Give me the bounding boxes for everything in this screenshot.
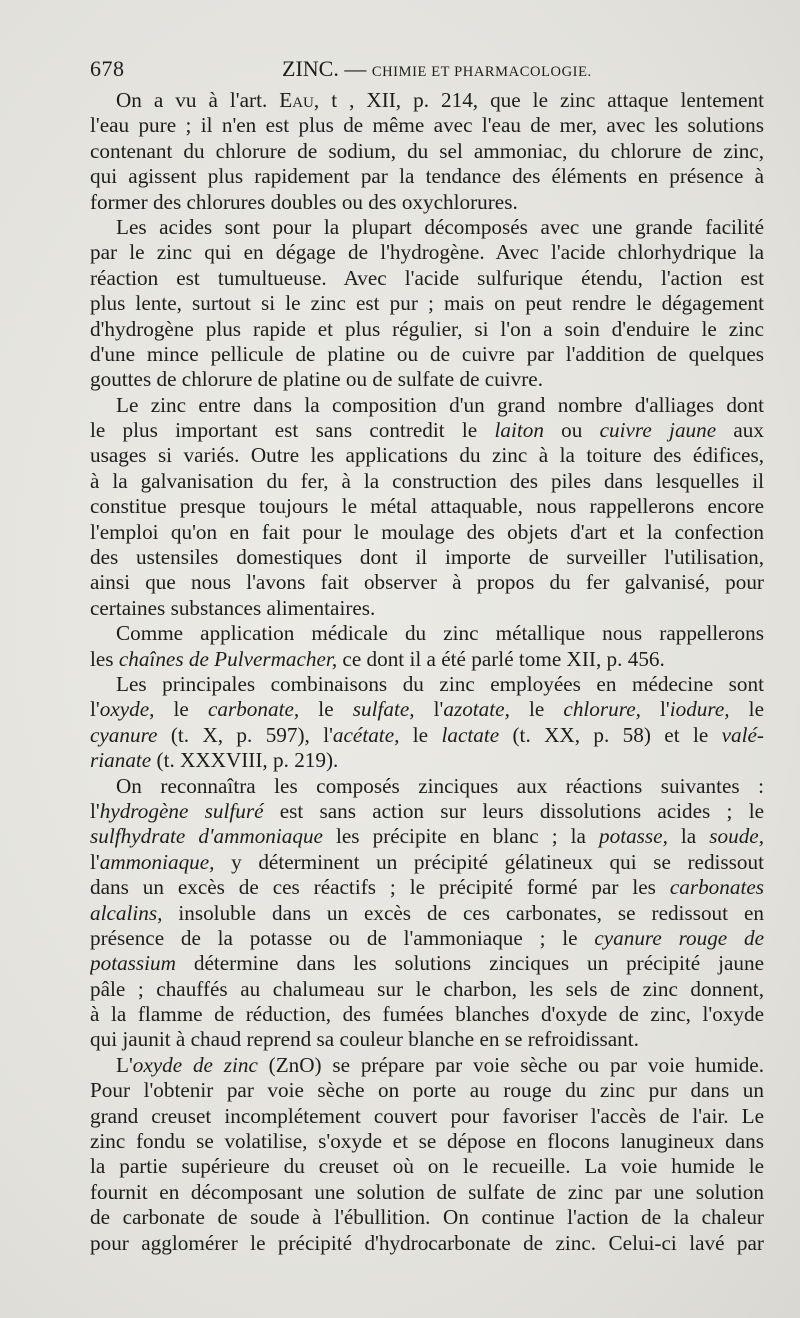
text-line: des ustensiles domestiques dont il importe de surveiller l'utilisation,	[90, 545, 764, 570]
text-line: rianate (t. XXXVIII, p. 219).	[90, 748, 339, 773]
text-line: gouttes de chlorure de platine ou de sulfate de cuivre.	[90, 367, 544, 392]
running-title-sub: CHIMIE ET PHARMACOLOGIE.	[371, 64, 592, 80]
text-line: l'eau pure ; il n'en est plus de même avec l'eau de mer, avec les solutions	[90, 113, 764, 138]
text-line: grand creuset incomplétement couvert pour favoriser l'accès de l'air. Le	[90, 1103, 764, 1128]
text-line: sulfhydrate d'ammoniaque les précipite en blanc ; la potasse, la soude,	[90, 824, 764, 849]
text-line: pour agglomérer le précipité d'hydrocarbonate de zinc. Celui-ci lavé par	[90, 1230, 764, 1255]
text-line: par le zinc qui en dégage de l'hydrogène. Avec l'acide chlorhydrique la	[90, 240, 764, 265]
text-line: les chaînes de Pulvermacher, ce dont il a été parlé tome XII, p. 456.	[90, 646, 665, 671]
text-line: L'oxyde de zinc (ZnO) se prépare par voie sèche ou par voie humide.	[116, 1052, 764, 1077]
paragraph	[90, 621, 764, 672]
text-line: à la flamme de réduction, des fumées blanches d'oxyde de zinc, l'oxyde	[90, 1002, 764, 1027]
text-line: zinc fondu se volatilise, s'oxyde et se dépose en flocons lanugineux dans	[90, 1129, 764, 1154]
text-line: la partie supérieure du creuset où on le recueille. La voie humide le	[90, 1154, 764, 1179]
text-line: Comme application médicale du zinc métallique nous rappellerons	[116, 621, 764, 646]
text-line: réaction est tumultueuse. Avec l'acide sulfurique étendu, l'action est	[90, 265, 764, 290]
text-line: pâle ; chauffés au chalumeau sur le charbon, les sels de zinc donnent,	[90, 976, 764, 1001]
text-line: Le zinc entre dans la composition d'un grand nombre d'alliages dont	[116, 392, 764, 417]
text-line: fournit en décomposant une solution de sulfate de zinc par une solution	[90, 1179, 764, 1204]
text-line: plus lente, surtout si le zinc est pur ; mais on peut rendre le dégagement	[90, 291, 764, 316]
text-line: contenant du chlorure de sodium, du sel ammoniac, du chlorure de zinc,	[90, 138, 764, 163]
text-line: qui jaunit à chaud reprend sa couleur blanche en se refroidissant.	[90, 1027, 639, 1052]
text-line: cyanure (t. X, p. 597), l'acétate, le lactate (t. XX, p. 58) et le valé-	[90, 722, 764, 747]
running-title-main: ZINC. —	[282, 56, 367, 81]
text-line: alcalins, insoluble dans un excès de ces carbonates, se redissout en	[90, 900, 764, 925]
text-line: Pour l'obtenir par voie sèche on porte au rouge du zinc pur dans un	[90, 1078, 764, 1103]
paragraph	[90, 1053, 764, 1256]
text-line: le plus important est sans contredit le laiton ou cuivre jaune aux	[90, 418, 764, 443]
text-line: l'ammoniaque, y déterminent un précipité gélatineux qui se redissout	[90, 849, 764, 874]
text-line: de carbonate de soude à l'ébullition. On continue l'action de la chaleur	[90, 1205, 764, 1230]
text-line: potassium détermine dans les solutions zinciques un précipité jaune	[90, 951, 764, 976]
running-title	[282, 56, 592, 82]
text-line: d'une mince pellicule de platine ou de cuivre par l'addition de quelques	[90, 341, 764, 366]
text-line: Les acides sont pour la plupart décomposés avec une grande facilité	[116, 214, 764, 239]
text-line: présence de la potasse ou de l'ammoniaque ; le cyanure rouge de	[90, 925, 764, 950]
text-line: qui agissent plus rapidement par la tendance des éléments en présence à	[90, 164, 764, 189]
text-line: former des chlorures doubles ou des oxychlorures.	[90, 189, 518, 214]
paragraph	[90, 774, 764, 1053]
paragraph	[90, 393, 764, 622]
text-line: l'hydrogène sulfuré est sans action sur leurs dissolutions acides ; le	[90, 798, 764, 823]
text-line: d'hydrogène plus rapide et plus régulier, si l'on a soin d'enduire le zinc	[90, 316, 764, 341]
text-line: l'emploi qu'on en fait pour le moulage des objets d'art et la confection	[90, 519, 764, 544]
text-line: Les principales combinaisons du zinc employées en médecine sont	[116, 671, 764, 696]
text-line: l'oxyde, le carbonate, le sulfate, l'azotate, le chlorure, l'iodure, le	[90, 697, 764, 722]
page-number: 678	[90, 56, 125, 81]
text-line: On a vu à l'art. Eau, t , XII, p. 214, que le zinc attaque lentement	[116, 88, 764, 112]
paragraph	[90, 215, 764, 393]
paragraph	[90, 672, 764, 774]
text-line: constitue presque toujours le métal attaquable, nous rappellerons encore	[90, 494, 764, 519]
text-line: usages si variés. Outre les applications du zinc à la toiture des édifices,	[90, 443, 764, 468]
text-line: certaines substances alimentaires.	[90, 595, 376, 620]
text-line: ainsi que nous l'avons fait observer à propos du fer galvanisé, pour	[90, 570, 764, 595]
paragraph	[90, 88, 764, 215]
text-line: dans un excès de ces réactifs ; le précipité formé par les carbonates	[90, 875, 764, 900]
body-text	[90, 88, 764, 1256]
running-header	[90, 56, 764, 84]
text-line: On reconnaîtra les composés zinciques aux réactions suivantes :	[116, 773, 764, 798]
text-line: à la galvanisation du fer, à la construction des piles dans lesquelles il	[90, 468, 764, 493]
